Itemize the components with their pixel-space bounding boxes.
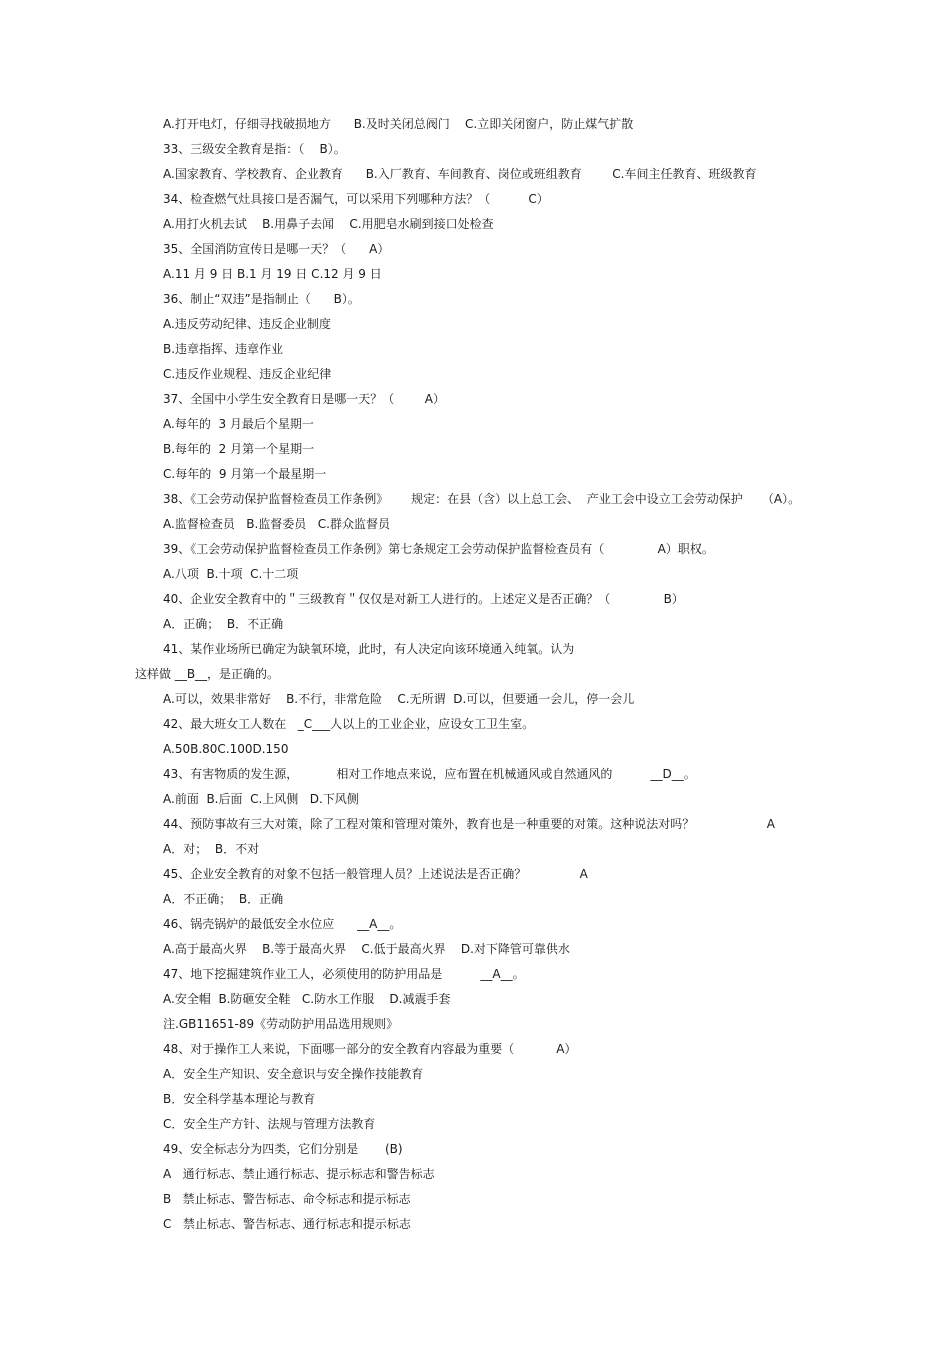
text-line: 42、最大班女工人数在 _C___人以上的工业企业，应设女工卫生室。 [163, 717, 535, 731]
text-line: A.前面 B.后面 C.上风侧 D.下风侧 [163, 792, 359, 806]
text-line: 这样做 __B__，是正确的。 [135, 667, 280, 681]
text-line: A.监督检查员 B.监督委员 C.群众监督员 [163, 517, 390, 531]
text-line: 36、制止“双违”是指制止（ B）。 [163, 292, 360, 306]
text-line: B.违章指挥、违章作业 [163, 342, 284, 356]
text-line: 34、检查燃气灶具接口是否漏气，可以采用下列哪种方法？（ C） [163, 192, 549, 206]
text-line: B.每年的 2 月第一个星期一 [163, 442, 315, 456]
text-line: A.可以，效果非常好 B.不行，非常危险 C.无所谓 D.可以，但要通一会儿，停一会儿 [163, 692, 635, 706]
text-line: A.每年的 3 月最后个星期一 [163, 417, 314, 431]
text-line: C．安全生产方针、法规与管理方法教育 [163, 1117, 376, 1131]
text-line: A.八项 B.十项 C.十二项 [163, 567, 299, 581]
text-line: A.用打火机去试 B.用鼻子去闻 C.用肥皂水刷到接口处检查 [163, 217, 494, 231]
text-line: 38、《工会劳动保护监督检查员工作条例》 规定：在县（含）以上总工会、 产业工会中设立工会劳动保护 （A）。 [163, 492, 801, 506]
text-line: A 通行标志、禁止通行标志、提示标志和警告标志 [163, 1167, 435, 1181]
text-line: C.每年的 9 月第一个最星期一 [163, 467, 327, 481]
text-line: 41、某作业场所已确定为缺氧环境，此时，有人决定向该环境通入纯氧。认为 [163, 642, 575, 656]
text-line: C 禁止标志、警告标志、通行标志和提示标志 [163, 1217, 411, 1231]
text-line: 43、有害物质的发生源， 相对工作地点来说，应布置在机械通风或自然通风的 __D__。 [163, 767, 696, 781]
text-line: A.国家教育、学校教育、企业教育 B.入厂教育、车间教育、岗位或班组教育 C.车间主任教育、班级教育 [163, 167, 757, 181]
text-line: 45、企业安全教育的对象不包括一般管理人员？上述说法是否正确？ A [163, 867, 588, 881]
text-line: 37、全国中小学生安全教育日是哪一天？（ A） [163, 392, 445, 406]
text-line: 33、三级安全教育是指：（ B）。 [163, 142, 346, 156]
text-line: 40、企业安全教育中的＂三级教育＂仅仅是对新工人进行的。上述定义是否正确？（ B） [163, 592, 684, 606]
text-line: 35、全国消防宣传日是哪一天？（ A） [163, 242, 390, 256]
text-line: A.高于最高火界 B.等于最高火界 C.低于最高火界 D.对下降管可靠供水 [163, 942, 570, 956]
text-line: 39、《工会劳动保护监督检查员工作条例》第七条规定工会劳动保护监督检查员有（ A）职权。 [163, 542, 714, 556]
text-line: A．正确； B．不正确 [163, 617, 284, 631]
text-line: A．安全生产知识、安全意识与安全操作技能教育 [163, 1067, 424, 1081]
text-line: A.打开电灯，仔细寻找破损地方 B.及时关闭总阀门 C.立即关闭窗户，防止煤气扩散 [163, 117, 634, 131]
text-line: A.11 月 9 日 B.1 月 19 日 C.12 月 9 日 [163, 267, 382, 281]
text-line: 47、地下挖掘建筑作业工人，必须使用的防护用品是 __A__。 [163, 967, 525, 981]
text-line: 49、安全标志分为四类，它们分别是 (B) [163, 1142, 403, 1156]
text-line: B．安全科学基本理论与教育 [163, 1092, 316, 1106]
text-line: A．对； B．不对 [163, 842, 260, 856]
text-line: 48、对于操作工人来说，下面哪一部分的安全教育内容最为重要（ A） [163, 1042, 577, 1056]
text-line: A.50B.80C.100D.150 [163, 742, 289, 756]
text-line: 注.GB11651-89《劳动防护用品选用规则》 [163, 1017, 399, 1031]
text-line: 44、预防事故有三大对策，除了工程对策和管理对策外，教育也是一种重要的对策。这种说法对吗？ A [163, 817, 775, 831]
text-line: A．不正确； B．正确 [163, 892, 284, 906]
text-line: B 禁止标志、警告标志、命令标志和提示标志 [163, 1192, 411, 1206]
text-line: C.违反作业规程、违反企业纪律 [163, 367, 332, 381]
text-line: A.违反劳动纪律、违反企业制度 [163, 317, 331, 331]
text-line: A.安全帽 B.防砸安全鞋 C.防水工作服 D.减震手套 [163, 992, 451, 1006]
text-line: 46、锅壳锅炉的最低安全水位应 __A__。 [163, 917, 402, 931]
